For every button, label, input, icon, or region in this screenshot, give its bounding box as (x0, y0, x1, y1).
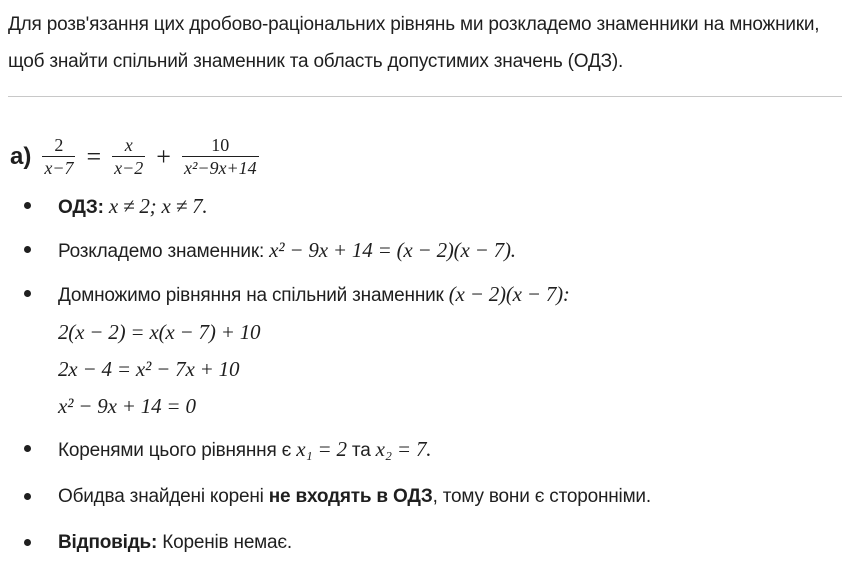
step-text-after: , тому вони є сторонніми. (432, 486, 651, 507)
step-odz (0, 188, 848, 226)
equation-line-2: 2x − 4 = x² − 7x + 10 (58, 357, 240, 381)
odz-math: x ≠ 2; x ≠ 7. (108, 194, 208, 218)
bold-emphasis: не входять в ОДЗ (268, 486, 433, 507)
step-multiply (0, 276, 848, 425)
step-answer (0, 525, 848, 561)
step-text: Розкладемо знаменник: (58, 241, 265, 262)
root-x2: x₂ = 7. (375, 437, 432, 461)
bullet-icon (24, 493, 31, 500)
bullet-icon (24, 246, 31, 253)
step-factor (0, 232, 848, 270)
denominator: x−7 (44, 158, 74, 178)
fraction-rhs1 (112, 136, 145, 177)
step-extraneous (0, 479, 848, 515)
denominator: x²−9x+14 (183, 158, 257, 178)
horizontal-divider (8, 96, 842, 97)
equals-sign: = (86, 141, 102, 171)
numerator: 2 (54, 135, 64, 155)
solution-steps (0, 188, 848, 561)
bullet-icon (24, 445, 31, 452)
step-text: Домножимо рівняння на спільний знаменник (58, 285, 444, 306)
step-math: x² − 9x + 14 = (x − 2)(x − 7). (269, 238, 516, 262)
plus-sign: + (156, 141, 171, 171)
denominator: x−2 (114, 158, 144, 178)
numerator: x (124, 135, 133, 155)
step-math: (x − 2)(x − 7): (448, 282, 570, 306)
problem-label: а) (10, 142, 32, 170)
problem-a-heading (10, 136, 262, 177)
fraction-rhs2 (182, 136, 259, 177)
odz-label: ОДЗ: (58, 197, 104, 218)
bullet-icon (24, 202, 31, 209)
root-x1: x₁ = 2 (296, 437, 347, 461)
step-roots (0, 431, 848, 469)
answer-text: Коренів немає. (162, 532, 292, 553)
step-text: Обидва знайдені корені (58, 486, 264, 507)
bullet-icon (24, 539, 31, 546)
fraction-lhs (42, 136, 75, 177)
answer-label: Відповідь: (58, 532, 158, 553)
bullet-icon (24, 290, 31, 297)
numerator: 10 (211, 135, 230, 155)
equation-line-3: x² − 9x + 14 = 0 (58, 394, 196, 418)
step-text: Коренями цього рівняння є (58, 440, 292, 461)
and-word: та (351, 440, 371, 461)
equation-line-1: 2(x − 2) = x(x − 7) + 10 (58, 320, 261, 344)
intro-paragraph: Для розв'язання цих дробово-раціональних рівнянь ми розкладемо знаменники на множники, щоб знайти спільний знаменник та область допустимих значень (ОДЗ). (8, 14, 820, 72)
